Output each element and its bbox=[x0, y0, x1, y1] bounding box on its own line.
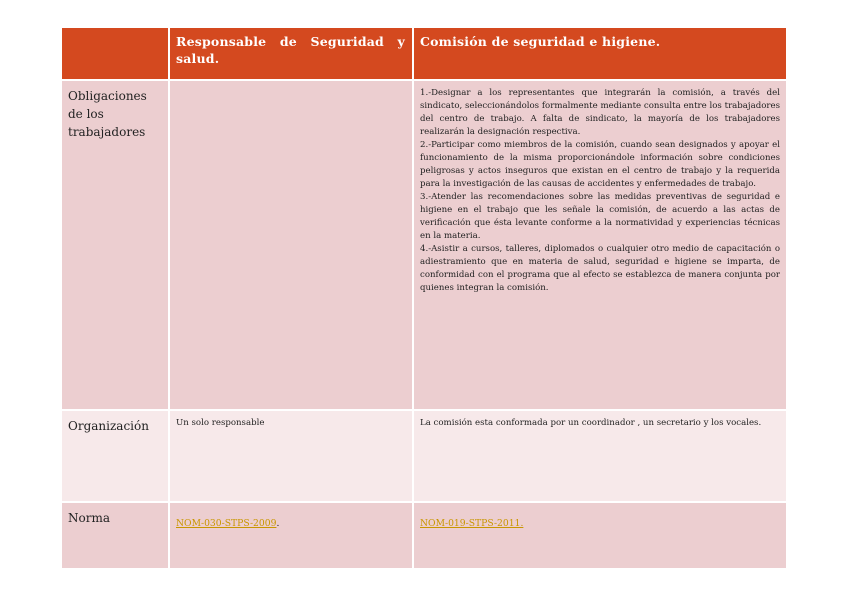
obligacion-item-2: 2.-Participar como miembros de la comisión, cuando sean designados y apoyar el funcionamiento de la misma proporcionándole información sobre condiciones peligrosas y actos inseguros que existan en el centro de trabajo y la requerida para la investigación de las causas de accidentes y enfermedades de trabajo. bbox=[420, 140, 780, 189]
cell-organizacion-label bbox=[62, 410, 169, 502]
cell-organizacion-comision bbox=[413, 410, 786, 502]
cell-obligaciones-comision bbox=[413, 80, 786, 410]
obligacion-item-3: 3.-Atender las recomendaciones sobre las medidas preventivas de seguridad e higiene en el trabajo que les señale la comisión, de acuerdo a las actas de verificación que ésta levante conforme a la normatividad y experiencias técnicas en la materia. bbox=[420, 192, 780, 241]
norma-responsable-wrap bbox=[170, 503, 412, 530]
row-label-norma: Norma bbox=[68, 511, 110, 525]
nom-019-link[interactable]: NOM-019-STPS-2011. bbox=[420, 518, 524, 529]
header-responsable-line1: Responsable de Seguridad y bbox=[176, 34, 405, 49]
obligaciones-responsable-text bbox=[170, 81, 412, 87]
obligaciones-comision-list bbox=[414, 81, 786, 295]
table-row-obligaciones bbox=[62, 80, 786, 410]
obligacion-item-4: 4.-Asistir a cursos, talleres, diplomados o cualquier otro medio de capacitación o adiestramiento que en materia de salud, seguridad e higiene se imparta, de conformidad con el programa que al efecto se establezca de manera conjunta por quienes integran la comisión. bbox=[420, 244, 780, 293]
comparison-table bbox=[62, 28, 786, 568]
organizacion-responsable-text: Un solo responsable bbox=[176, 418, 265, 428]
header-comision bbox=[413, 28, 786, 80]
header-empty-cell bbox=[62, 28, 169, 80]
organizacion-comision-text: La comisión esta conformada por un coordinador , un secretario y los vocales. bbox=[420, 418, 762, 428]
nom-030-link[interactable]: NOM-030-STPS-2009 bbox=[176, 518, 277, 529]
row-label-organizacion: Organización bbox=[68, 419, 149, 433]
cell-norma-responsable bbox=[169, 502, 413, 568]
nom-030-suffix: . bbox=[276, 518, 280, 529]
table-header-row bbox=[62, 28, 786, 80]
header-responsable bbox=[169, 28, 413, 80]
obligacion-item-1: 1.-Designar a los representantes que integrarán la comisión, a través del sindicato, seleccionándolos formalmente mediante consulta entre los trabajadores del centro de trabajo. A falta de sindicato, la mayoría de los trabajadores realizarán la designación respectiva. bbox=[420, 88, 780, 137]
header-comision-text: Comisión de seguridad e higiene. bbox=[420, 34, 661, 49]
cell-norma-comision bbox=[413, 502, 786, 568]
cell-obligaciones-responsable bbox=[169, 80, 413, 410]
cell-obligaciones-label bbox=[62, 80, 169, 410]
norma-comision-wrap bbox=[414, 503, 786, 530]
cell-norma-label bbox=[62, 502, 169, 568]
table-row-norma bbox=[62, 502, 786, 568]
row-label-obligaciones: Obligaciones de los trabajadores bbox=[68, 89, 147, 139]
table-row-organizacion bbox=[62, 410, 786, 502]
cell-organizacion-responsable bbox=[169, 410, 413, 502]
header-responsable-text bbox=[170, 28, 412, 67]
header-responsable-line2: salud. bbox=[176, 51, 220, 66]
